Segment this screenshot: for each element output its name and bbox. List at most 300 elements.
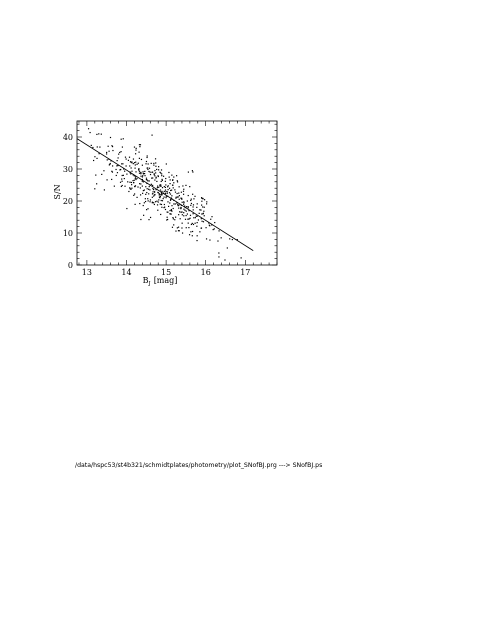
data-point <box>191 199 192 200</box>
data-point <box>201 201 202 202</box>
data-point <box>157 186 158 187</box>
data-point <box>88 128 89 129</box>
data-point <box>137 186 138 187</box>
data-point <box>134 162 135 163</box>
data-point <box>209 239 210 240</box>
data-point <box>183 189 184 190</box>
data-point <box>201 197 202 198</box>
data-point <box>155 177 156 178</box>
data-point <box>142 181 143 182</box>
data-point <box>182 223 183 224</box>
data-point <box>140 187 141 188</box>
data-point <box>168 172 169 173</box>
data-point <box>124 186 125 187</box>
data-point <box>142 171 143 172</box>
data-point <box>108 151 109 152</box>
y-tick-labels <box>63 133 73 270</box>
data-point <box>107 159 108 160</box>
data-point <box>138 168 139 169</box>
data-point <box>133 195 134 196</box>
y-tick-label: 20 <box>62 197 73 206</box>
data-point <box>193 209 194 210</box>
data-point <box>139 203 140 204</box>
data-point <box>140 172 141 173</box>
data-point <box>95 174 96 175</box>
data-point <box>135 178 136 179</box>
data-point <box>159 197 160 198</box>
data-point <box>174 219 175 220</box>
data-point <box>183 209 184 210</box>
data-point <box>181 207 182 208</box>
data-point <box>146 178 147 179</box>
data-point <box>104 189 105 190</box>
data-point <box>202 206 203 207</box>
data-point <box>186 211 187 212</box>
data-point <box>146 161 147 162</box>
data-point <box>197 235 198 236</box>
data-point <box>164 186 165 187</box>
data-point <box>142 185 143 186</box>
data-point <box>127 181 128 182</box>
data-point <box>171 175 172 176</box>
data-point <box>169 192 170 193</box>
data-point <box>183 215 184 216</box>
data-point <box>161 169 162 170</box>
data-point <box>221 237 222 238</box>
data-point <box>132 180 133 181</box>
data-point <box>118 157 119 158</box>
data-point <box>147 188 148 189</box>
x-axis-label-unit: [mag] <box>153 276 178 285</box>
data-point <box>154 175 155 176</box>
data-point <box>154 204 155 205</box>
data-point <box>180 218 181 219</box>
data-point <box>134 180 135 181</box>
data-point <box>168 185 169 186</box>
data-point <box>121 163 122 164</box>
data-point <box>161 191 162 192</box>
data-point <box>161 207 162 208</box>
data-point <box>164 204 165 205</box>
data-point <box>116 175 117 176</box>
data-point <box>152 185 153 186</box>
data-point <box>131 161 132 162</box>
data-point <box>172 217 173 218</box>
data-point <box>176 197 177 198</box>
data-point <box>148 200 149 201</box>
data-point <box>140 144 141 145</box>
data-point <box>196 207 197 208</box>
data-point <box>164 191 165 192</box>
data-point <box>147 208 148 209</box>
data-point <box>168 206 169 207</box>
data-point <box>140 176 141 177</box>
data-point <box>112 171 113 172</box>
data-point <box>91 145 92 146</box>
data-point <box>171 195 172 196</box>
y-axis-label: S/N <box>53 184 62 200</box>
data-point <box>129 182 130 183</box>
data-point <box>135 171 136 172</box>
data-point <box>191 203 192 204</box>
data-point <box>175 192 176 193</box>
data-point <box>151 178 152 179</box>
data-point <box>199 213 200 214</box>
data-point <box>139 173 140 174</box>
data-point <box>118 154 119 155</box>
data-point <box>184 210 185 211</box>
data-point <box>186 215 187 216</box>
data-point <box>165 181 166 182</box>
data-point <box>149 189 150 190</box>
data-point <box>101 174 102 175</box>
data-point <box>167 189 168 190</box>
data-point <box>195 217 196 218</box>
data-point <box>153 189 154 190</box>
data-point <box>92 147 93 148</box>
data-point <box>171 214 172 215</box>
y-tick-label: 40 <box>62 133 73 142</box>
data-point <box>169 210 170 211</box>
data-point <box>201 205 202 206</box>
data-point <box>158 201 159 202</box>
data-point <box>130 173 131 174</box>
data-point <box>162 187 163 188</box>
data-point <box>190 205 191 206</box>
data-point <box>173 208 174 209</box>
data-point <box>117 172 118 173</box>
data-point <box>181 227 182 228</box>
data-point <box>149 180 150 181</box>
data-point <box>144 202 145 203</box>
data-point <box>151 184 152 185</box>
data-point <box>154 170 155 171</box>
data-point <box>139 183 140 184</box>
data-point <box>154 179 155 180</box>
data-point <box>192 223 193 224</box>
data-point <box>229 238 230 239</box>
data-point <box>126 174 127 175</box>
data-point <box>106 179 107 180</box>
data-point <box>197 203 198 204</box>
data-point <box>135 162 136 163</box>
data-point <box>192 206 193 207</box>
data-point <box>155 162 156 163</box>
data-point <box>129 187 130 188</box>
data-point <box>110 137 111 138</box>
data-point <box>136 178 137 179</box>
data-point <box>152 202 153 203</box>
regression-line <box>77 139 253 251</box>
data-point <box>131 167 132 168</box>
data-point <box>146 209 147 210</box>
data-point <box>142 176 143 177</box>
data-point <box>112 165 113 166</box>
data-point <box>202 198 203 199</box>
data-point <box>154 174 155 175</box>
data-point <box>134 193 135 194</box>
data-point <box>135 204 136 205</box>
data-point <box>147 167 148 168</box>
data-point <box>145 194 146 195</box>
data-point <box>152 197 153 198</box>
data-point <box>96 158 97 159</box>
data-point <box>145 186 146 187</box>
data-point <box>205 227 206 228</box>
data-point <box>136 148 137 149</box>
data-point <box>188 171 189 172</box>
data-point <box>196 240 197 241</box>
data-point <box>162 180 163 181</box>
data-point <box>161 204 162 205</box>
data-point <box>172 185 173 186</box>
data-point <box>125 165 126 166</box>
data-point <box>143 205 144 206</box>
data-point <box>160 204 161 205</box>
data-point <box>126 208 127 209</box>
data-point <box>183 204 184 205</box>
data-point <box>150 172 151 173</box>
data-point <box>94 156 95 157</box>
data-point <box>183 191 184 192</box>
data-point <box>203 211 204 212</box>
data-point <box>150 217 151 218</box>
data-point <box>109 164 110 165</box>
data-point <box>159 194 160 195</box>
data-point <box>134 146 135 147</box>
data-point <box>157 204 158 205</box>
data-point <box>147 155 148 156</box>
data-point <box>130 189 131 190</box>
data-point <box>163 176 164 177</box>
data-point <box>162 179 163 180</box>
data-point <box>134 168 135 169</box>
data-point <box>140 183 141 184</box>
data-point <box>145 201 146 202</box>
data-point <box>131 182 132 183</box>
data-point <box>150 174 151 175</box>
data-point <box>123 175 124 176</box>
data-point <box>193 224 194 225</box>
data-point <box>133 163 134 164</box>
data-point <box>120 182 121 183</box>
data-point <box>149 168 150 169</box>
data-point <box>167 191 168 192</box>
data-point <box>149 186 150 187</box>
data-point <box>143 215 144 216</box>
data-point <box>154 192 155 193</box>
data-point <box>165 187 166 188</box>
data-point <box>141 159 142 160</box>
data-point <box>153 163 154 164</box>
data-point <box>123 138 124 139</box>
data-point <box>177 180 178 181</box>
y-tick-label: 10 <box>62 229 73 238</box>
data-point <box>179 186 180 187</box>
data-point <box>117 160 118 161</box>
data-point <box>209 225 210 226</box>
data-point <box>181 192 182 193</box>
data-point <box>145 198 146 199</box>
x-tick-label: 17 <box>240 268 251 277</box>
data-point <box>218 256 219 257</box>
data-point <box>131 188 132 189</box>
data-point <box>206 203 207 204</box>
data-point <box>179 211 180 212</box>
data-point <box>115 169 116 170</box>
data-point <box>196 226 197 227</box>
data-point <box>143 173 144 174</box>
data-point <box>193 204 194 205</box>
data-point <box>90 132 91 133</box>
data-point <box>179 204 180 205</box>
data-point <box>183 202 184 203</box>
data-point <box>153 202 154 203</box>
data-point <box>197 222 198 223</box>
data-point <box>158 166 159 167</box>
data-point <box>120 151 121 152</box>
data-point <box>165 184 166 185</box>
data-point <box>211 216 212 217</box>
data-point <box>191 224 192 225</box>
data-point <box>163 197 164 198</box>
data-point <box>177 196 178 197</box>
data-point <box>173 187 174 188</box>
data-point <box>135 179 136 180</box>
data-point <box>158 169 159 170</box>
data-point <box>122 146 123 147</box>
data-point <box>111 179 112 180</box>
data-point <box>161 181 162 182</box>
data-point <box>170 200 171 201</box>
data-point <box>159 172 160 173</box>
data-point <box>155 166 156 167</box>
data-point <box>193 217 194 218</box>
data-point <box>187 213 188 214</box>
data-point <box>129 157 130 158</box>
data-point <box>201 228 202 229</box>
data-point <box>114 186 115 187</box>
data-point <box>199 209 200 210</box>
data-point <box>122 181 123 182</box>
data-point <box>190 231 191 232</box>
data-point <box>156 201 157 202</box>
data-point <box>172 179 173 180</box>
x-tick-label: 13 <box>81 268 92 277</box>
data-point <box>194 196 195 197</box>
y-tick-label: 30 <box>62 165 73 174</box>
data-point <box>154 194 155 195</box>
data-point <box>158 187 159 188</box>
data-point <box>124 171 125 172</box>
data-point <box>178 208 179 209</box>
data-point <box>148 163 149 164</box>
data-point <box>144 175 145 176</box>
data-point <box>121 139 122 140</box>
data-point <box>147 198 148 199</box>
data-point <box>177 193 178 194</box>
data-point <box>218 230 219 231</box>
data-point <box>129 165 130 166</box>
data-point <box>179 195 180 196</box>
data-point <box>178 214 179 215</box>
data-point <box>151 135 152 136</box>
data-point <box>183 212 184 213</box>
data-point <box>166 163 167 164</box>
data-point <box>151 163 152 164</box>
data-point <box>119 169 120 170</box>
data-point <box>133 182 134 183</box>
data-point <box>167 212 168 213</box>
data-point <box>182 185 183 186</box>
data-point <box>135 153 136 154</box>
data-point <box>195 223 196 224</box>
data-point <box>190 200 191 201</box>
data-point <box>172 227 173 228</box>
data-point <box>171 205 172 206</box>
data-point <box>174 189 175 190</box>
data-point <box>201 213 202 214</box>
data-point <box>165 189 166 190</box>
data-point <box>165 191 166 192</box>
data-point <box>165 197 166 198</box>
data-point <box>135 164 136 165</box>
data-point <box>160 189 161 190</box>
data-point <box>188 195 189 196</box>
data-point <box>192 235 193 236</box>
x-axis-label-sub: J <box>148 281 151 287</box>
data-point <box>138 163 139 164</box>
data-point <box>190 215 191 216</box>
data-point <box>181 198 182 199</box>
data-point <box>203 213 204 214</box>
x-axis-label <box>143 276 178 287</box>
data-point <box>192 170 193 171</box>
data-point <box>157 187 158 188</box>
data-point <box>110 163 111 164</box>
data-point <box>163 198 164 199</box>
data-point <box>192 231 193 232</box>
data-point <box>136 164 137 165</box>
data-point <box>193 213 194 214</box>
data-point <box>177 181 178 182</box>
data-point <box>198 219 199 220</box>
x-axis-label-main: B <box>142 276 149 285</box>
data-point <box>128 191 129 192</box>
data-point <box>199 231 200 232</box>
data-point <box>185 185 186 186</box>
data-point <box>173 224 174 225</box>
data-point <box>101 134 102 135</box>
data-point <box>203 221 204 222</box>
data-point <box>171 209 172 210</box>
data-point <box>130 161 131 162</box>
data-point <box>157 175 158 176</box>
data-point <box>161 175 162 176</box>
data-point <box>182 202 183 203</box>
data-point <box>119 152 120 153</box>
data-point <box>160 186 161 187</box>
data-point <box>156 169 157 170</box>
data-point <box>148 219 149 220</box>
data-point <box>163 207 164 208</box>
x-tick-label: 15 <box>161 268 172 277</box>
data-point <box>185 219 186 220</box>
data-point <box>139 146 140 147</box>
data-point <box>124 178 125 179</box>
data-point <box>181 212 182 213</box>
data-point <box>136 197 137 198</box>
